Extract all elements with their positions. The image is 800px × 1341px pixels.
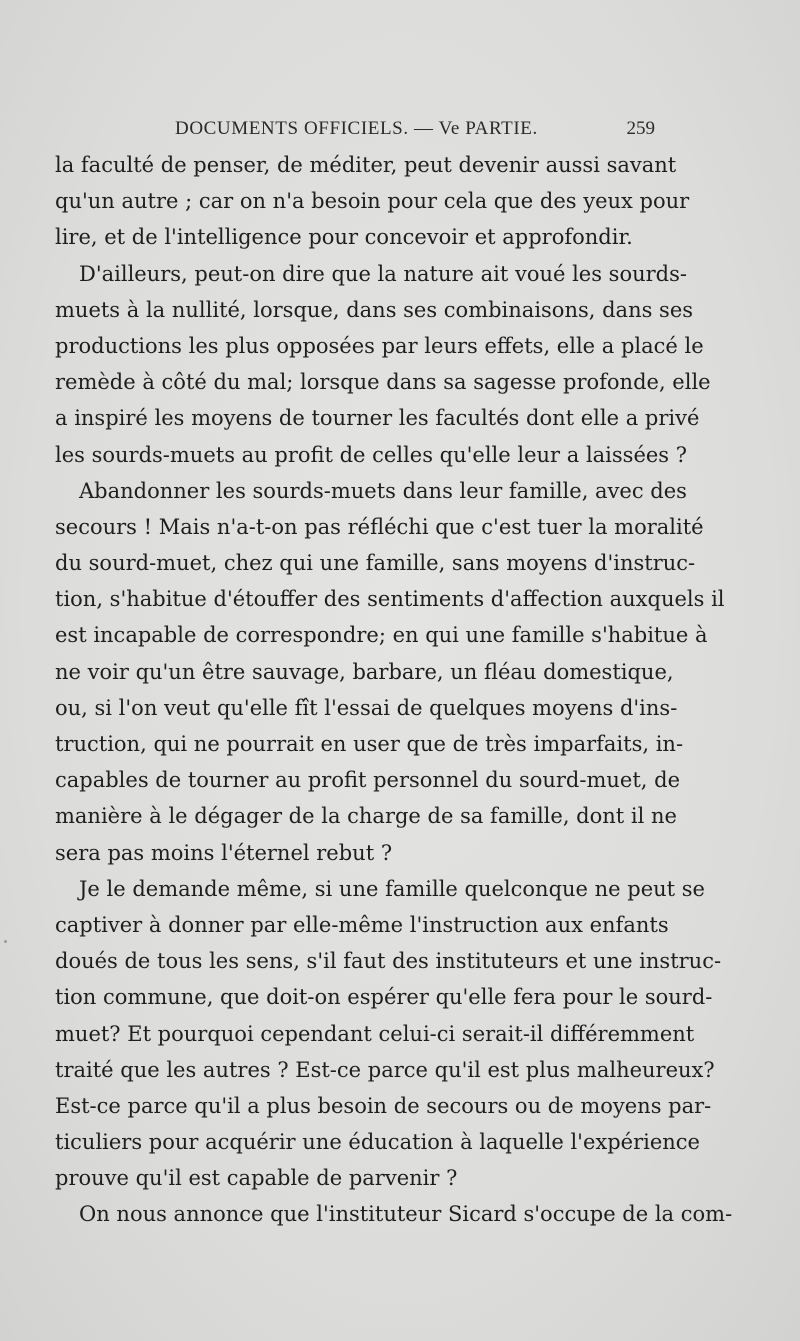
text-line: sera pas moins l'éternel rebut ? <box>55 840 393 865</box>
text-line: du sourd-muet, chez qui une famille, sans moyens d'instruc- <box>55 551 696 576</box>
text-line: lire, et de l'intelligence pour concevoir et approfondir. <box>55 225 633 250</box>
text-line: est incapable de correspondre; en qui une famille s'habitue à <box>55 623 708 648</box>
page-number: 259 <box>626 118 655 139</box>
text-line: truction, qui ne pourrait en user que de très imparfaits, in- <box>55 732 684 756</box>
page-header <box>55 118 655 148</box>
text-line: doués de tous les sens, s'il faut des instituteurs et une instruc- <box>55 949 722 974</box>
text-line: traité que les autres ? Est-ce parce qu'il est plus malheureux? <box>55 1057 715 1082</box>
text-line: captiver à donner par elle-même l'instruction aux enfants <box>55 912 669 937</box>
body-text <box>55 147 733 1233</box>
text-line: manière à le dégager de la charge de sa famille, dont il ne <box>55 804 677 829</box>
text-line: tion, s'habitue d'étouffer des sentiments d'affection auxquels il <box>55 587 725 612</box>
text-line: qu'un autre ; car on n'a besoin pour cela que des yeux pour <box>55 189 690 214</box>
text-line: a inspiré les moyens de tourner les facultés dont elle a privé <box>55 406 700 431</box>
text-line: prouve qu'il est capable de parvenir ? <box>55 1166 458 1191</box>
text-line: On nous annonce que l'instituteur Sicard s'occupe de la com- <box>79 1202 733 1227</box>
text-line: Est-ce parce qu'il a plus besoin de secours ou de moyens par- <box>55 1093 712 1118</box>
text-line: les sourds-muets au profit de celles qu'elle leur a laissées ? <box>55 442 688 467</box>
text-line: productions les plus opposées par leurs effets, elle a placé le <box>55 333 704 358</box>
text-line: ticuliers pour acquérir une éducation à laquelle l'expérience <box>55 1130 700 1155</box>
text-line: muets à la nullité, lorsque, dans ses combinaisons, dans ses <box>55 297 694 322</box>
text-line: Je le demande même, si une famille quelconque ne peut se <box>79 876 705 901</box>
text-line: Abandonner les sourds-muets dans leur famille, avec des <box>79 478 687 503</box>
running-title: DOCUMENTS OFFICIELS. — Ve PARTIE. <box>175 118 538 139</box>
text-line: ne voir qu'un être sauvage, barbare, un fléau domestique, <box>55 659 674 684</box>
margin-speck <box>4 940 7 943</box>
text-line: remède à côté du mal; lorsque dans sa sagesse profonde, elle <box>55 370 711 395</box>
text-line: la faculté de penser, de méditer, peut devenir aussi savant <box>55 153 677 177</box>
text-line: muet? Et pourquoi cependant celui-ci serait-il différemment <box>55 1021 695 1046</box>
text-line: ou, si l'on veut qu'elle fît l'essai de quelques moyens d'ins- <box>55 695 678 720</box>
text-line: capables de tourner au profit personnel du sourd-muet, de <box>55 768 680 793</box>
text-line: secours ! Mais n'a-t-on pas réfléchi que c'est tuer la moralité <box>55 514 704 539</box>
text-line: tion commune, que doit-on espérer qu'elle fera pour le sourd- <box>55 985 713 1010</box>
text-line: D'ailleurs, peut-on dire que la nature ait voué les sourds- <box>79 261 687 286</box>
